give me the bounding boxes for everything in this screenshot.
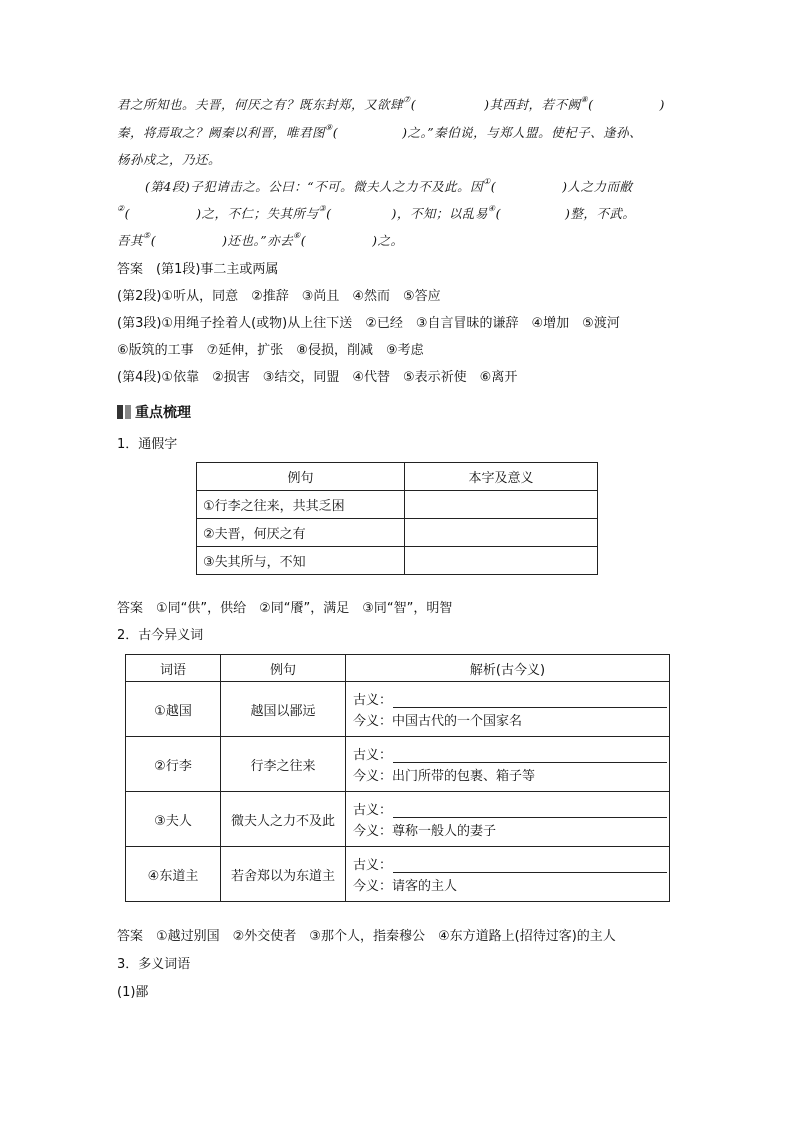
word-cell: ①越国: [126, 682, 221, 737]
table-row: [197, 491, 598, 519]
jin-text: 今义：尊称一般人的妻子: [353, 823, 497, 839]
example-cell: 越国以鄙远: [221, 682, 346, 737]
analysis-cell: [346, 792, 670, 847]
gu-blank[interactable]: [393, 748, 667, 763]
table-header-cell: 本字及意义: [405, 463, 598, 491]
word-cell: ④东道主: [126, 847, 221, 902]
q2-answer: 答案 ①越过别国 ②外交使者 ③那个人，指秦穆公 ④东方道路上(招待过客)的主人: [117, 929, 616, 944]
q1-heading: 1．通假字: [117, 437, 178, 452]
gu-label: 古义：: [353, 693, 393, 708]
jin-text: 今义：中国古代的一个国家名: [353, 713, 523, 729]
q2-heading: 2．古今异义词: [117, 628, 204, 643]
example-cell: ①行李之往来，共其乏困: [197, 491, 405, 519]
word-cell: ③夫人: [126, 792, 221, 847]
passage-line-2: 秦，将焉取之？阙秦以利晋，唯君图⑨( )之。”秦伯说，与郑人盟。使杞子、逢孙、: [117, 123, 643, 140]
section-heading: [117, 402, 191, 422]
section-marker-icon: [117, 405, 123, 419]
example-cell: 若舍郑以为东道主: [221, 847, 346, 902]
answer-cell[interactable]: [405, 491, 598, 519]
section-marker-icon-2: [125, 405, 131, 419]
table-header-cell: 解析(古今义): [346, 655, 670, 682]
passage-line-6: 吾其⑤( )还也。”亦去⑥( )之。: [117, 231, 404, 248]
gu-blank[interactable]: [393, 858, 667, 873]
section-title: 重点梳理: [135, 405, 191, 421]
jin-text: 今义：出门所带的包裹、箱子等: [353, 768, 536, 784]
answer-cell[interactable]: [405, 547, 598, 575]
passage-line-3: 杨孙戍之，乃还。: [117, 152, 222, 167]
q3-heading: 3．多义词语: [117, 957, 191, 972]
passage-line-1: 君之所知也。夫晋，何厌之有？既东封郑，又欲肆⑦( )其西封，若不阙⑧( ): [117, 95, 665, 112]
jin-text: 今义：请客的主人: [353, 878, 458, 894]
answer-line-2: (第2段)①听从，同意 ②推辞 ③尚且 ④然而 ⑤答应: [117, 289, 441, 304]
table-row: [197, 519, 598, 547]
table-header-cell: 例句: [221, 655, 346, 682]
q3-sub: (1)鄙: [117, 985, 149, 1000]
answer-cell[interactable]: [405, 519, 598, 547]
passage-line-5: ②( )之，不仁；失其所与③( )，不知；以乱易④( )整，不武。: [117, 204, 636, 221]
gujin-table: [125, 654, 670, 902]
table-row: [126, 737, 670, 792]
gu-label: 古义：: [353, 748, 393, 763]
analysis-cell: [346, 682, 670, 737]
passage-line-4: (第4段)子犯请击之。公曰：“不可。微夫人之力不及此。因①( )人之力而敝: [145, 177, 633, 194]
table-row: [126, 792, 670, 847]
example-cell: ③失其所与，不知: [197, 547, 405, 575]
tongjia-table: [196, 462, 598, 575]
table-header-cell: 例句: [197, 463, 405, 491]
example-cell: 微夫人之力不及此: [221, 792, 346, 847]
answer-line-5: (第4段)①依靠 ②损害 ③结交，同盟 ④代替 ⑤表示祈使 ⑥离开: [117, 370, 518, 385]
example-cell: 行李之往来: [221, 737, 346, 792]
gu-label: 古义：: [353, 803, 393, 818]
table-row: [197, 547, 598, 575]
answer-line-1: 答案 (第1段)事二主或两属: [117, 262, 279, 277]
example-cell: ②夫晋，何厌之有: [197, 519, 405, 547]
gu-blank[interactable]: [393, 693, 667, 708]
analysis-cell: [346, 737, 670, 792]
table-row: [126, 847, 670, 902]
word-cell: ②行李: [126, 737, 221, 792]
answer-line-4: ⑥版筑的工事 ⑦延伸，扩张 ⑧侵损，削减 ⑨考虑: [117, 343, 424, 358]
table-header-cell: 词语: [126, 655, 221, 682]
gu-label: 古义：: [353, 858, 393, 873]
q1-answer: 答案 ①同“供”，供给 ②同“餍”，满足 ③同“智”，明智: [117, 601, 453, 616]
analysis-cell: [346, 847, 670, 902]
table-row: [126, 682, 670, 737]
answer-line-3: (第3段)①用绳子拴着人(或物)从上往下送 ②已经 ③自言冒昧的谦辞 ④增加 ⑤渡河: [117, 316, 620, 331]
gu-blank[interactable]: [393, 803, 667, 818]
